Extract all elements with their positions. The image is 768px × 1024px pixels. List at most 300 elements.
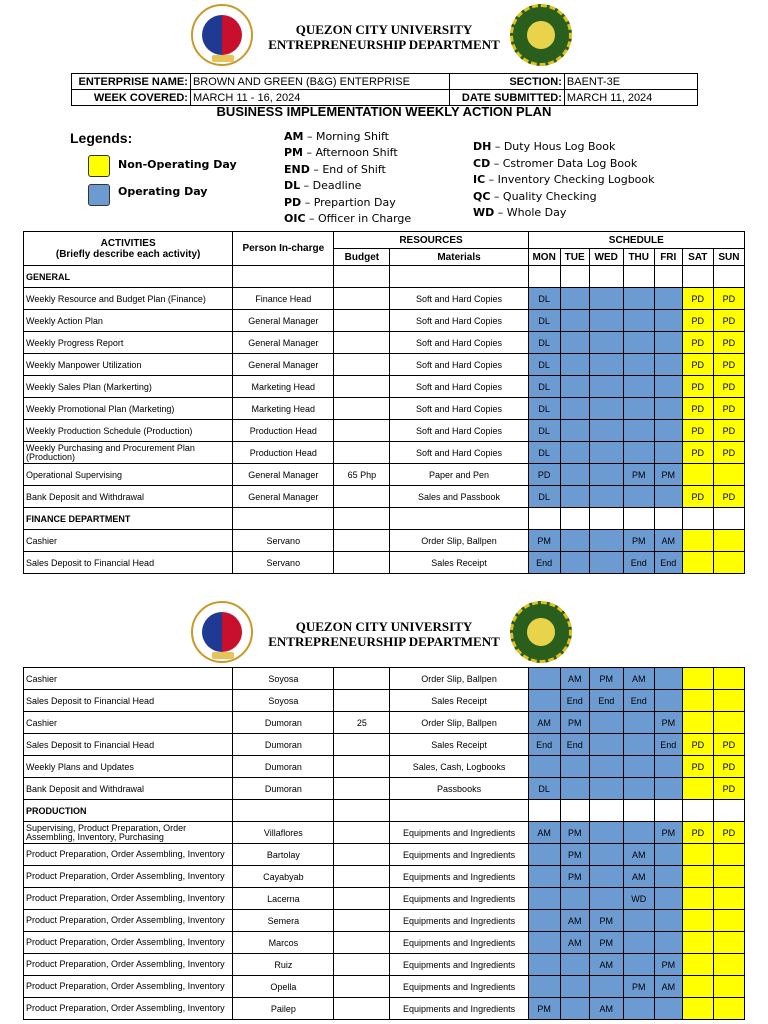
- budget-cell: [334, 398, 390, 420]
- schedule-cell-sat: [682, 668, 713, 690]
- legend-code: CD: [473, 156, 491, 170]
- plan-title: BUSINESS IMPLEMENTATION WEEKLY ACTION PLAN: [216, 104, 552, 119]
- schedule-cell-fri: AM: [654, 976, 682, 998]
- activity-cell: Bank Deposit and Withdrawal: [24, 778, 233, 800]
- empty-cell: [390, 508, 528, 530]
- schedule-cell-wed: [589, 354, 623, 376]
- schedule-cell-tue: [560, 464, 589, 486]
- schedule-cell-fri: [654, 866, 682, 888]
- week-value: MARCH 11 - 16, 2024: [190, 90, 449, 106]
- legend-code: OIC: [284, 212, 306, 226]
- budget-cell: [334, 844, 390, 866]
- activity-cell: Product Preparation, Order Assembling, Inventory: [24, 910, 233, 932]
- materials-header: Materials: [390, 249, 528, 266]
- table-row: [24, 712, 745, 734]
- day-header-thu: THU: [623, 249, 654, 266]
- legend-codes-left: [284, 129, 411, 227]
- schedule-cell-fri: PM: [654, 822, 682, 844]
- activity-cell: Weekly Progress Report: [24, 332, 233, 354]
- enterprise-info-table: [71, 73, 698, 106]
- department-name: ENTREPRENEURSHIP DEPARTMENT: [268, 634, 500, 649]
- action-plan-table: [23, 231, 745, 574]
- materials-cell: Sales Receipt: [390, 734, 528, 756]
- activity-cell: Product Preparation, Order Assembling, Inventory: [24, 866, 233, 888]
- schedule-cell-tue: AM: [560, 910, 589, 932]
- legend-code-meaning: – Prepartion Day: [301, 195, 396, 209]
- schedule-cell-wed: [589, 552, 623, 574]
- schedule-cell-wed: PM: [589, 932, 623, 954]
- schedule-cell-sat: [682, 690, 713, 712]
- legend-title: Legends:: [70, 130, 133, 146]
- schedule-cell-sat: [682, 910, 713, 932]
- schedule-cell-mon: DL: [528, 354, 560, 376]
- budget-cell: [334, 442, 390, 464]
- materials-cell: Equipments and Ingredients: [390, 998, 528, 1020]
- schedule-cell-fri: [654, 932, 682, 954]
- activity-cell: Weekly Action Plan: [24, 310, 233, 332]
- person-cell: Opella: [233, 976, 334, 998]
- legend-code-meaning: – Inventory Checking Logbook: [485, 173, 655, 187]
- schedule-cell-sun: PD: [713, 822, 744, 844]
- materials-cell: Passbooks: [390, 778, 528, 800]
- schedule-cell-sat: PD: [682, 376, 713, 398]
- legend-code-item: [284, 162, 411, 178]
- schedule-cell-fri: [654, 420, 682, 442]
- schedule-cell-thu: End: [623, 690, 654, 712]
- department-seal-logo: [510, 4, 572, 66]
- activities-header: ACTIVITIES (Briefly describe each activity): [24, 232, 233, 266]
- schedule-cell-thu: [623, 486, 654, 508]
- materials-cell: Equipments and Ingredients: [390, 822, 528, 844]
- empty-cell: [233, 800, 334, 822]
- schedule-cell-sun: [713, 844, 744, 866]
- activity-cell: Weekly Sales Plan (Markerting): [24, 376, 233, 398]
- day-header-fri: FRI: [654, 249, 682, 266]
- legend-code-item: [284, 195, 411, 211]
- schedule-cell-tue: [560, 288, 589, 310]
- materials-cell: Equipments and Ingredients: [390, 932, 528, 954]
- schedule-cell-sat: [682, 530, 713, 552]
- schedule-cell: [623, 508, 654, 530]
- person-cell: General Manager: [233, 486, 334, 508]
- schedule-cell-mon: [528, 668, 560, 690]
- schedule-cell-tue: [560, 530, 589, 552]
- schedule-cell-thu: [623, 376, 654, 398]
- schedule-cell-fri: [654, 354, 682, 376]
- schedule-cell-tue: [560, 552, 589, 574]
- empty-cell: [233, 508, 334, 530]
- person-cell: Cayabyab: [233, 866, 334, 888]
- table-row: [24, 910, 745, 932]
- schedule-cell-sun: [713, 668, 744, 690]
- schedule-cell-sun: [713, 976, 744, 998]
- budget-cell: [334, 690, 390, 712]
- schedule-cell-wed: [589, 530, 623, 552]
- operating-label: Operating Day: [118, 185, 208, 198]
- budget-cell: [334, 734, 390, 756]
- schedule-cell-sat: PD: [682, 756, 713, 778]
- budget-cell: [334, 376, 390, 398]
- day-header-tue: TUE: [560, 249, 589, 266]
- person-cell: General Manager: [233, 354, 334, 376]
- schedule-cell-fri: [654, 398, 682, 420]
- legend-code-item: [284, 145, 411, 161]
- schedule-cell-fri: [654, 376, 682, 398]
- schedule-cell-sat: [682, 888, 713, 910]
- schedule-cell: [589, 266, 623, 288]
- table-row: [24, 866, 745, 888]
- schedule-cell-sun: PD: [713, 420, 744, 442]
- legend-code-meaning: – Duty Hous Log Book: [491, 140, 616, 153]
- schedule-cell-fri: PM: [654, 464, 682, 486]
- legend-code: PD: [284, 195, 302, 209]
- table-row: [24, 668, 745, 690]
- schedule-cell: [560, 800, 589, 822]
- schedule-cell: [623, 800, 654, 822]
- schedule-cell-thu: WD: [623, 888, 654, 910]
- schedule-cell-sun: [713, 954, 744, 976]
- legend-code-item: [473, 139, 655, 156]
- schedule-cell-sun: [713, 530, 744, 552]
- legend-code-meaning: – Afternoon Shift: [303, 146, 398, 160]
- person-cell: Ruiz: [233, 954, 334, 976]
- activity-cell: Weekly Resource and Budget Plan (Finance): [24, 288, 233, 310]
- activity-cell: Supervising, Product Preparation, Order Assembling, Inventory, Purchasing: [24, 822, 233, 844]
- schedule-cell-wed: [589, 756, 623, 778]
- table-row: [24, 464, 745, 486]
- schedule-cell-thu: [623, 778, 654, 800]
- schedule-cell-tue: [560, 954, 589, 976]
- legend-code: END: [284, 162, 310, 176]
- schedule-cell-sun: [713, 866, 744, 888]
- schedule-cell-sat: [682, 464, 713, 486]
- schedule-cell-mon: AM: [528, 822, 560, 844]
- person-cell: Dumoran: [233, 756, 334, 778]
- schedule-cell-thu: [623, 288, 654, 310]
- person-cell: General Manager: [233, 464, 334, 486]
- schedule-cell-sun: PD: [713, 756, 744, 778]
- activity-cell: Sales Deposit to Financial Head: [24, 690, 233, 712]
- person-cell: Dumoran: [233, 712, 334, 734]
- schedule-cell-mon: [528, 932, 560, 954]
- schedule-cell-fri: PM: [654, 712, 682, 734]
- schedule-cell-mon: DL: [528, 376, 560, 398]
- budget-cell: [334, 552, 390, 574]
- person-cell: Soyosa: [233, 668, 334, 690]
- schedule-cell-sat: [682, 998, 713, 1020]
- schedule-cell: [589, 800, 623, 822]
- budget-cell: [334, 976, 390, 998]
- schedule-cell: [654, 266, 682, 288]
- schedule-cell-tue: [560, 310, 589, 332]
- person-cell: Dumoran: [233, 734, 334, 756]
- schedule-cell-mon: [528, 690, 560, 712]
- schedule-cell-wed: PM: [589, 668, 623, 690]
- schedule-cell-sat: [682, 932, 713, 954]
- legend-code-meaning: – End of Shift: [309, 162, 386, 176]
- schedule-cell-thu: PM: [623, 464, 654, 486]
- schedule-cell-wed: PM: [589, 910, 623, 932]
- schedule-cell-fri: [654, 778, 682, 800]
- person-cell: Semera: [233, 910, 334, 932]
- budget-cell: [334, 954, 390, 976]
- schedule-cell-mon: [528, 888, 560, 910]
- person-cell: Lacerna: [233, 888, 334, 910]
- university-seal-logo: [191, 601, 253, 663]
- budget-cell: 65 Php: [334, 464, 390, 486]
- schedule-cell: [528, 800, 560, 822]
- department-seal-logo: [510, 601, 572, 663]
- budget-header: Budget: [334, 249, 390, 266]
- page-header: [0, 0, 768, 70]
- empty-cell: [390, 800, 528, 822]
- schedule-cell-wed: [589, 778, 623, 800]
- university-seal-logo: [191, 4, 253, 66]
- schedule-cell-mon: AM: [528, 712, 560, 734]
- schedule-cell-sat: [682, 954, 713, 976]
- schedule-cell: [623, 266, 654, 288]
- person-cell: Bartolay: [233, 844, 334, 866]
- schedule-cell-fri: [654, 998, 682, 1020]
- schedule-cell-tue: [560, 998, 589, 1020]
- budget-cell: [334, 530, 390, 552]
- schedule-cell-fri: AM: [654, 530, 682, 552]
- day-header-sat: SAT: [682, 249, 713, 266]
- schedule-cell-fri: End: [654, 734, 682, 756]
- materials-cell: Sales Receipt: [390, 552, 528, 574]
- legend-code-item: [473, 156, 655, 173]
- enterprise-label: ENTERPRISE NAME:: [72, 74, 191, 90]
- schedule-cell-thu: [623, 932, 654, 954]
- schedule-cell-mon: PM: [528, 530, 560, 552]
- person-cell: General Manager: [233, 310, 334, 332]
- schedule-cell-sun: PD: [713, 398, 744, 420]
- schedule-cell-fri: [654, 442, 682, 464]
- schedule-cell-thu: [623, 822, 654, 844]
- week-label: WEEK COVERED:: [72, 90, 191, 106]
- schedule-cell-fri: [654, 888, 682, 910]
- activity-cell: Cashier: [24, 530, 233, 552]
- materials-cell: Soft and Hard Copies: [390, 376, 528, 398]
- schedule-cell-fri: [654, 310, 682, 332]
- section-row: [24, 266, 745, 288]
- action-plan-table-continued: [23, 667, 745, 1020]
- schedule-cell-sat: [682, 976, 713, 998]
- schedule-cell-thu: [623, 398, 654, 420]
- schedule-cell-mon: DL: [528, 398, 560, 420]
- schedule-cell-wed: AM: [589, 954, 623, 976]
- schedule-cell-sun: PD: [713, 734, 744, 756]
- section-row: [24, 508, 745, 530]
- budget-cell: [334, 756, 390, 778]
- legend-code: DH: [473, 140, 492, 153]
- schedule-cell-wed: [589, 288, 623, 310]
- schedule-cell-sun: [713, 552, 744, 574]
- non-operating-swatch: [88, 155, 110, 177]
- table-row: [24, 690, 745, 712]
- table-row: [24, 998, 745, 1020]
- section-row: [24, 800, 745, 822]
- schedule-cell-sun: [713, 888, 744, 910]
- schedule-cell: [528, 266, 560, 288]
- legend-code-item: [284, 129, 411, 145]
- schedule-cell-sat: PD: [682, 420, 713, 442]
- legend-code-meaning: – Deadline: [300, 179, 362, 193]
- empty-cell: [390, 266, 528, 288]
- schedule-cell-tue: [560, 756, 589, 778]
- schedule-cell-tue: [560, 398, 589, 420]
- activity-cell: Product Preparation, Order Assembling, Inventory: [24, 998, 233, 1020]
- budget-cell: [334, 310, 390, 332]
- schedule-cell-mon: [528, 976, 560, 998]
- empty-cell: [334, 800, 390, 822]
- schedule-cell-sat: PD: [682, 734, 713, 756]
- schedule-cell: [528, 508, 560, 530]
- schedule-cell: [682, 508, 713, 530]
- schedule-cell-thu: [623, 734, 654, 756]
- table-row: [24, 288, 745, 310]
- materials-cell: Sales Receipt: [390, 690, 528, 712]
- materials-cell: Equipments and Ingredients: [390, 976, 528, 998]
- schedule-cell-sun: [713, 910, 744, 932]
- materials-cell: Paper and Pen: [390, 464, 528, 486]
- activity-cell: Cashier: [24, 712, 233, 734]
- section-title: GENERAL: [24, 266, 233, 288]
- schedule-cell-tue: PM: [560, 844, 589, 866]
- schedule-cell-wed: [589, 464, 623, 486]
- person-cell: Villaflores: [233, 822, 334, 844]
- schedule-cell-fri: [654, 288, 682, 310]
- date-label: DATE SUBMITTED:: [450, 90, 565, 106]
- schedule-cell-sat: [682, 844, 713, 866]
- activity-cell: Product Preparation, Order Assembling, Inventory: [24, 976, 233, 998]
- legend-code: QC: [473, 189, 491, 203]
- schedule-cell-mon: DL: [528, 288, 560, 310]
- materials-cell: Equipments and Ingredients: [390, 844, 528, 866]
- schedule-cell-wed: [589, 888, 623, 910]
- schedule-cell-tue: [560, 778, 589, 800]
- empty-cell: [334, 508, 390, 530]
- schedule-cell-mon: [528, 910, 560, 932]
- activity-cell: Weekly Purchasing and Procurement Plan (Production): [24, 442, 233, 464]
- activity-cell: Weekly Plans and Updates: [24, 756, 233, 778]
- date-value: MARCH 11, 2024: [564, 90, 697, 106]
- non-operating-label: Non-Operating Day: [118, 158, 237, 171]
- schedule-cell-fri: [654, 486, 682, 508]
- legend-code-meaning: – Quality Checking: [490, 189, 597, 203]
- table-row: [24, 552, 745, 574]
- empty-cell: [233, 266, 334, 288]
- schedule-cell: [589, 508, 623, 530]
- table-row: [24, 420, 745, 442]
- schedule-cell-wed: End: [589, 690, 623, 712]
- schedule-cell-sun: PD: [713, 310, 744, 332]
- schedule-cell-wed: [589, 398, 623, 420]
- schedule-cell-wed: [589, 844, 623, 866]
- schedule-cell-mon: DL: [528, 332, 560, 354]
- person-cell: Marketing Head: [233, 398, 334, 420]
- schedule-cell-sun: PD: [713, 288, 744, 310]
- materials-cell: Soft and Hard Copies: [390, 310, 528, 332]
- schedule-cell-thu: [623, 442, 654, 464]
- legend-code-item: [473, 189, 655, 206]
- person-cell: Soyosa: [233, 690, 334, 712]
- day-header-sun: SUN: [713, 249, 744, 266]
- budget-cell: [334, 332, 390, 354]
- schedule-cell-thu: AM: [623, 844, 654, 866]
- schedule-cell: [682, 800, 713, 822]
- table-row: [24, 888, 745, 910]
- university-name: QUEZON CITY UNIVERSITY: [295, 22, 473, 37]
- legend-code-item: [473, 172, 655, 189]
- legend-code: DL: [284, 179, 301, 193]
- materials-cell: Order Slip, Ballpen: [390, 712, 528, 734]
- schedule-cell-sat: PD: [682, 288, 713, 310]
- schedule-header: SCHEDULE: [528, 232, 744, 249]
- table-row: [24, 376, 745, 398]
- materials-cell: Soft and Hard Copies: [390, 354, 528, 376]
- table-row: [24, 354, 745, 376]
- table-row: [24, 932, 745, 954]
- table-row: [24, 778, 745, 800]
- schedule-cell-fri: PM: [654, 954, 682, 976]
- materials-cell: Order Slip, Ballpen: [390, 668, 528, 690]
- table-row: [24, 332, 745, 354]
- person-cell: Marcos: [233, 932, 334, 954]
- schedule-cell-tue: AM: [560, 932, 589, 954]
- schedule-cell-mon: DL: [528, 486, 560, 508]
- schedule-cell-sat: PD: [682, 310, 713, 332]
- activity-cell: Product Preparation, Order Assembling, Inventory: [24, 932, 233, 954]
- activity-cell: Weekly Promotional Plan (Marketing): [24, 398, 233, 420]
- budget-cell: [334, 932, 390, 954]
- budget-cell: [334, 910, 390, 932]
- schedule-cell-tue: PM: [560, 822, 589, 844]
- schedule-cell-mon: [528, 954, 560, 976]
- materials-cell: Soft and Hard Copies: [390, 442, 528, 464]
- schedule-cell-sat: PD: [682, 486, 713, 508]
- schedule-cell-sun: PD: [713, 376, 744, 398]
- table-row: [24, 486, 745, 508]
- person-cell: Marketing Head: [233, 376, 334, 398]
- legend-code: IC: [473, 173, 486, 187]
- budget-cell: 25: [334, 712, 390, 734]
- schedule-cell-thu: [623, 954, 654, 976]
- schedule-cell-fri: [654, 756, 682, 778]
- schedule-cell-sun: [713, 690, 744, 712]
- schedule-cell-fri: [654, 910, 682, 932]
- schedule-cell: [713, 800, 744, 822]
- schedule-cell-tue: End: [560, 734, 589, 756]
- schedule-cell: [713, 266, 744, 288]
- schedule-cell-fri: [654, 844, 682, 866]
- schedule-cell-mon: [528, 756, 560, 778]
- materials-cell: Equipments and Ingredients: [390, 910, 528, 932]
- schedule-cell-wed: [589, 866, 623, 888]
- schedule-cell-sat: PD: [682, 442, 713, 464]
- schedule-cell-sat: PD: [682, 354, 713, 376]
- legend-code-meaning: – Morning Shift: [303, 130, 389, 143]
- legend-code: AM: [284, 130, 304, 143]
- schedule-cell-thu: [623, 310, 654, 332]
- person-cell: Pailep: [233, 998, 334, 1020]
- table-row: [24, 734, 745, 756]
- schedule-cell-mon: PM: [528, 998, 560, 1020]
- schedule-cell-mon: DL: [528, 420, 560, 442]
- table-row: [24, 822, 745, 844]
- schedule-cell-mon: [528, 866, 560, 888]
- schedule-cell-thu: [623, 712, 654, 734]
